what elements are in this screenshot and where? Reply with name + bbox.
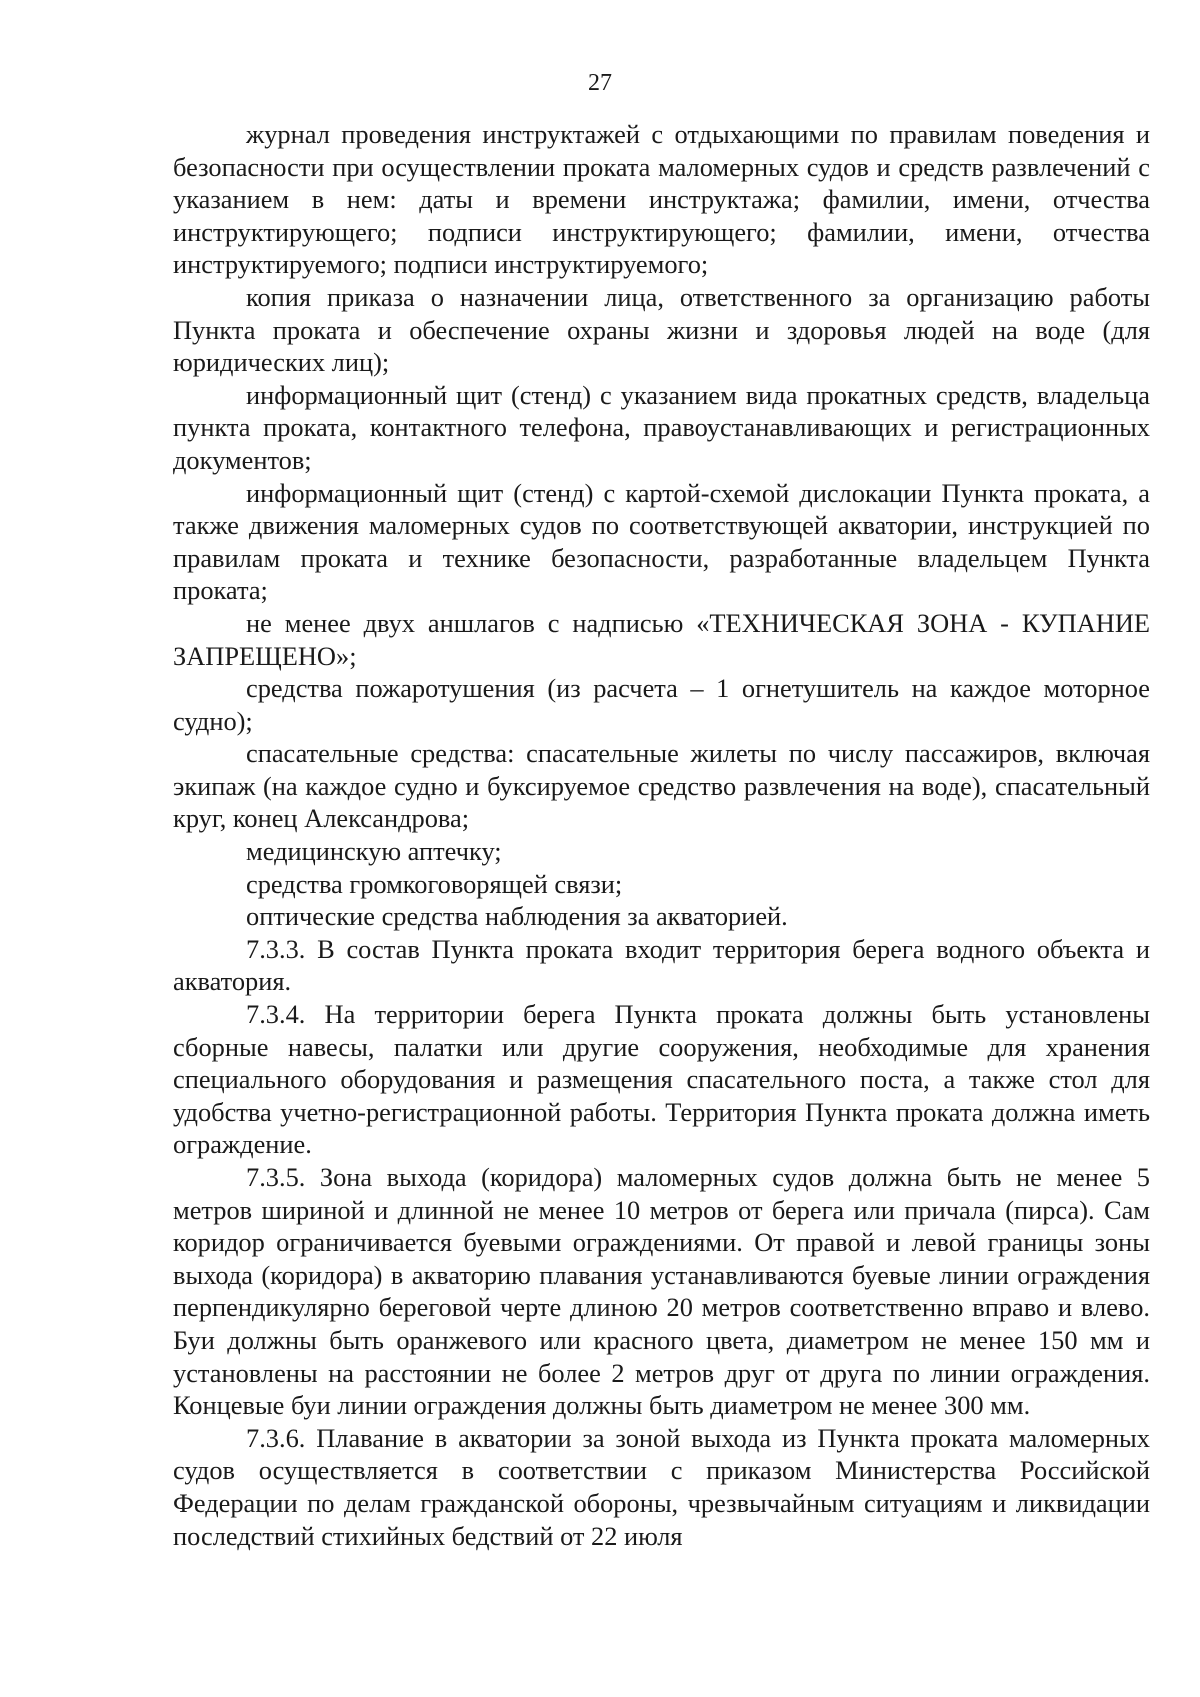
paragraph-7-3-5: 7.3.5. Зона выхода (коридора) маломерных судов должна быть не менее 5 метров шириной и длинной не менее 10 метров от берега или причала (пирса). Сам коридор ограничивается буевыми ограждениями. От правой и левой границы зоны выхода (коридора) в акваторию плавания устанавливаются буевые линии ограждения перпендикулярно береговой черте длиною 20 метров соответственно вправо и влево. Буи должны быть оранжевого или красного цвета, диаметром не менее 150 мм и установлены на расстоянии не более 2 метров друг от друга по линии ограждения. Концевые буи линии ограждения должны быть диаметром не менее 300 мм.	[173, 1162, 1150, 1421]
paragraph-first-aid-kit: медицинскую аптечку;	[246, 836, 502, 867]
page-number: 27	[588, 70, 612, 96]
paragraph-7-3-6: 7.3.6. Плавание в акватории за зоной выхода из Пункта проката маломерных судов осуществляется в соответствии с приказом Министерства Российской Федерации по делам гражданской обороны, чрезвычайным ситуациям и ликвидации последствий стихийных бедствий от 22 июля	[173, 1422, 1150, 1551]
paragraph-signs: не менее двух аншлагов с надписью «ТЕХНИЧЕСКАЯ ЗОНА - КУПАНИЕ ЗАПРЕЩЕНО»;	[173, 607, 1150, 671]
paragraph-briefing-log: журнал проведения инструктажей с отдыхающими по правилам поведения и безопасности при осуществлении проката маломерных судов и средств развлечений с указанием в нем: даты и времени инструктажа; фамилии, имени, отчества инструктирующего; подписи инструктирующего; фамилии, имени, отчества инструктируемого; подписи инструктируемого;	[173, 119, 1150, 280]
paragraph-loudspeaker: средства громкоговорящей связи;	[246, 868, 623, 899]
paragraph-optical-observation: оптические средства наблюдения за акваторией.	[246, 901, 788, 932]
document-body	[173, 118, 1150, 1552]
paragraph-info-board: информационный щит (стенд) с указанием вида прокатных средств, владельца пункта проката, контактного телефона, правоустанавливающих и регистрационных документов;	[173, 379, 1150, 475]
paragraph-rescue-equipment: спасательные средства: спасательные жилеты по числу пассажиров, включая экипаж (на каждое судно и буксируемое средство развлечения на воде), спасательный круг, конец Александрова;	[173, 738, 1150, 834]
paragraph-fire-extinguishing: средства пожаротушения (из расчета – 1 огнетушитель на каждое моторное судно);	[173, 673, 1150, 736]
paragraph-info-board-map: информационный щит (стенд) с картой-схемой дислокации Пункта проката, а также движения маломерных судов по соответствующей акватории, инструкцией по правилам проката и технике безопасности, разработанные владельцем Пункта проката;	[173, 477, 1150, 606]
paragraph-order-copy: копия приказа о назначении лица, ответственного за организацию работы Пункта проката и обеспечение охраны жизни и здоровья людей на воде (для юридических лиц);	[173, 281, 1150, 378]
paragraph-7-3-4: 7.3.4. На территории берега Пункта проката должны быть установлены сборные навесы, палатки или другие сооружения, необходимые для хранения специального оборудования и размещения спасательного поста, а также стол для удобства учетно-регистрационной работы. Территория Пункта проката должна иметь ограждение.	[173, 999, 1150, 1160]
paragraph-7-3-3: 7.3.3. В состав Пункта проката входит территория берега водного объекта и акватория.	[173, 933, 1150, 997]
